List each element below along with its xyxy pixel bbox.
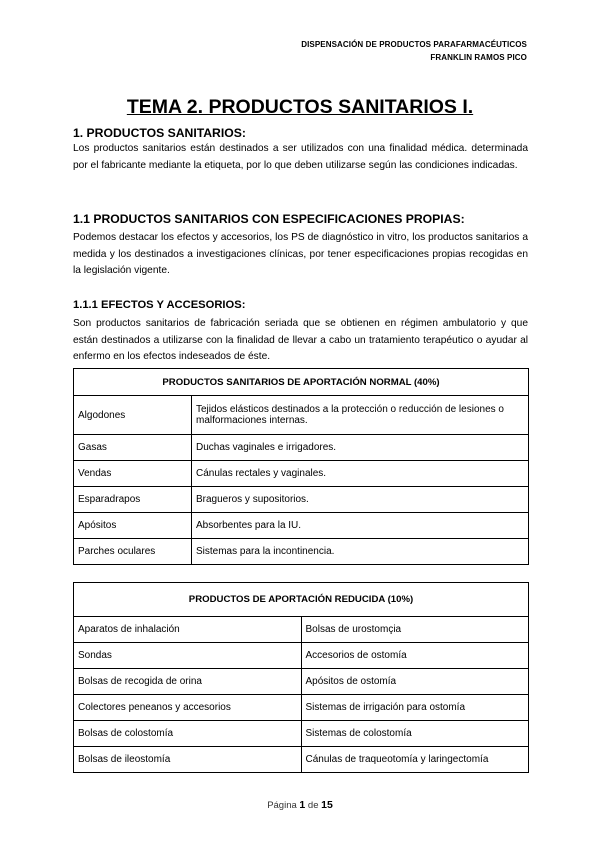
table-row <box>74 695 529 721</box>
table-cell: Apósitos de ostomía <box>301 669 529 695</box>
header-author: FRANKLIN RAMOS PICO <box>430 53 527 62</box>
header-course: DISPENSACIÓN DE PRODUCTOS PARAFARMACÉUTICOS <box>301 40 527 49</box>
table-row <box>74 669 529 695</box>
page-of-word: de <box>307 800 319 811</box>
section3-text: Son productos sanitarios de fabricación seriada que se obtienen en régimen ambulatorio y que están destinados a utilizarse con la finalidad de llevar a cabo un tratamiento terapéutico o ayudar al enfermo en los efectos indeseados de éste. <box>73 318 528 362</box>
table-cell: Sistemas para la incontinencia. <box>192 539 529 565</box>
table-cell: Bolsas de urostomçia <box>301 617 529 643</box>
table-header: PRODUCTOS SANITARIOS DE APORTACIÓN NORMAL (40%) <box>74 369 529 396</box>
section2-text: Podemos destacar los efectos y accesorios, los PS de diagnóstico in vitro, los productos sanitarios a medida y los destinados a investigaciones clínicas, por tener especificaciones propias recogidas en la legislación vigente. <box>73 232 528 276</box>
section1-text: Los productos sanitarios están destinados a ser utilizados con una finalidad médica. determinada por el fabricante mediante la etiqueta, por lo que deben utilizarse según las condiciones indicadas. <box>73 143 528 171</box>
section1-heading: 1. PRODUCTOS SANITARIOS: <box>73 126 246 140</box>
table-row <box>74 643 529 669</box>
table-cell: Parches oculares <box>74 539 192 565</box>
table-cell: Vendas <box>74 461 192 487</box>
table-row <box>74 487 529 513</box>
table-cell: Sistemas de irrigación para ostomía <box>301 695 529 721</box>
table-cell: Bolsas de colostomía <box>74 721 302 747</box>
table-cell: Bolsas de ileostomía <box>74 747 302 773</box>
table-cell: Tejidos elásticos destinados a la protección o reducción de lesiones o malformaciones internas. <box>192 396 529 435</box>
table-row <box>74 435 529 461</box>
table-cell: Algodones <box>74 396 192 435</box>
table-row <box>74 396 529 435</box>
table-aportacion-normal <box>73 368 529 565</box>
table-aportacion-reducida <box>73 582 529 773</box>
table-header: PRODUCTOS DE APORTACIÓN REDUCIDA (10%) <box>74 583 529 617</box>
table-row <box>74 513 529 539</box>
table-cell: Duchas vaginales e irrigadores. <box>192 435 529 461</box>
section3-heading: 1.1.1 EFECTOS Y ACCESORIOS: <box>73 299 246 311</box>
table-cell: Cánulas de traqueotomía y laringectomía <box>301 747 529 773</box>
page-footer <box>0 799 600 811</box>
table-cell: Accesorios de ostomía <box>301 643 529 669</box>
table-cell: Esparadrapos <box>74 487 192 513</box>
page-current: 1 <box>299 799 306 811</box>
page-header <box>301 38 527 64</box>
table-cell: Absorbentes para la IU. <box>192 513 529 539</box>
table-cell: Gasas <box>74 435 192 461</box>
table-row <box>74 461 529 487</box>
table-cell: Aparatos de inhalación <box>74 617 302 643</box>
page-word: Página <box>267 800 297 811</box>
section2-heading: 1.1 PRODUCTOS SANITARIOS CON ESPECIFICACIONES PROPIAS: <box>73 212 465 226</box>
table-row <box>74 721 529 747</box>
table-row <box>74 747 529 773</box>
table-cell: Apósitos <box>74 513 192 539</box>
table-cell: Sondas <box>74 643 302 669</box>
table-cell: Bragueros y supositorios. <box>192 487 529 513</box>
table-row <box>74 539 529 565</box>
table-cell: Sistemas de colostomía <box>301 721 529 747</box>
page-total: 15 <box>321 799 333 811</box>
page-title: TEMA 2. PRODUCTOS SANITARIOS I. <box>126 96 474 118</box>
table-row <box>74 617 529 643</box>
table-cell: Colectores peneanos y accesorios <box>74 695 302 721</box>
table-cell: Bolsas de recogida de orina <box>74 669 302 695</box>
table-cell: Cánulas rectales y vaginales. <box>192 461 529 487</box>
